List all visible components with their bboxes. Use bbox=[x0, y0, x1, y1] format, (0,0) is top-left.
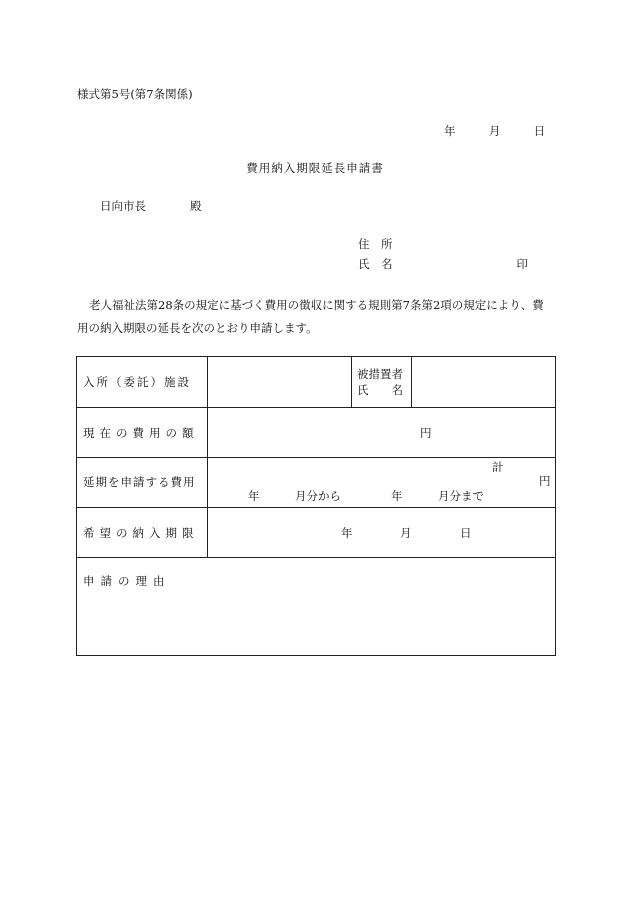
from-month: 月分から bbox=[295, 489, 341, 503]
row-extension bbox=[77, 457, 555, 508]
extension-label: 延期を申請する費用 bbox=[83, 475, 196, 489]
current-cost-label: 現在の費用の額 bbox=[83, 426, 199, 440]
deadline-day: 日 bbox=[460, 526, 472, 540]
application-statement: 老人福祉法第28条の規定に基づく費用の徴収に関する規則第7条第2項の規定により、費用の納入期限の延長を次のとおり申請します。 bbox=[77, 298, 544, 335]
row-desired-deadline bbox=[77, 507, 555, 558]
to-month: 月分まで bbox=[438, 489, 484, 503]
seal-mark: 印 bbox=[516, 257, 528, 271]
application-form-table bbox=[76, 356, 556, 656]
date-month: 月 bbox=[488, 124, 501, 138]
addressee-name: 日向市長 bbox=[100, 199, 146, 213]
current-cost-unit: 円 bbox=[420, 426, 432, 440]
row-reason bbox=[77, 557, 555, 655]
row-facility bbox=[77, 357, 555, 408]
addressee bbox=[100, 198, 202, 214]
person-label-line2: 氏 名 bbox=[357, 383, 403, 397]
divider bbox=[207, 507, 208, 557]
total-unit: 円 bbox=[539, 474, 551, 488]
application-date bbox=[444, 123, 545, 139]
reason-label: 申請の理由 bbox=[83, 574, 171, 588]
divider bbox=[351, 357, 352, 407]
divider bbox=[411, 357, 412, 407]
document-title: 費用納入期限延長申請書 bbox=[246, 161, 384, 175]
applicant-name-label: 氏 名 bbox=[358, 257, 393, 271]
divider bbox=[207, 407, 208, 457]
applicant-name-line bbox=[358, 256, 528, 272]
total-label: 計 bbox=[492, 460, 504, 474]
row-current-cost bbox=[77, 407, 555, 458]
date-year: 年 bbox=[444, 124, 456, 138]
from-year: 年 bbox=[248, 489, 260, 503]
date-day: 日 bbox=[533, 124, 546, 138]
deadline-month: 月 bbox=[400, 526, 412, 540]
form-number: 様式第5号(第7条関係) bbox=[77, 87, 193, 101]
desired-deadline-label: 希望の納入期限 bbox=[83, 526, 199, 540]
to-year: 年 bbox=[391, 489, 403, 503]
facility-label: 入所（委託）施設 bbox=[83, 375, 191, 389]
applicant-address-label: 住 所 bbox=[358, 237, 393, 251]
person-label-line1: 被措置者 bbox=[357, 367, 403, 381]
divider bbox=[207, 457, 208, 507]
deadline-year: 年 bbox=[341, 526, 353, 540]
addressee-honorific: 殿 bbox=[190, 199, 202, 213]
divider bbox=[207, 357, 208, 407]
